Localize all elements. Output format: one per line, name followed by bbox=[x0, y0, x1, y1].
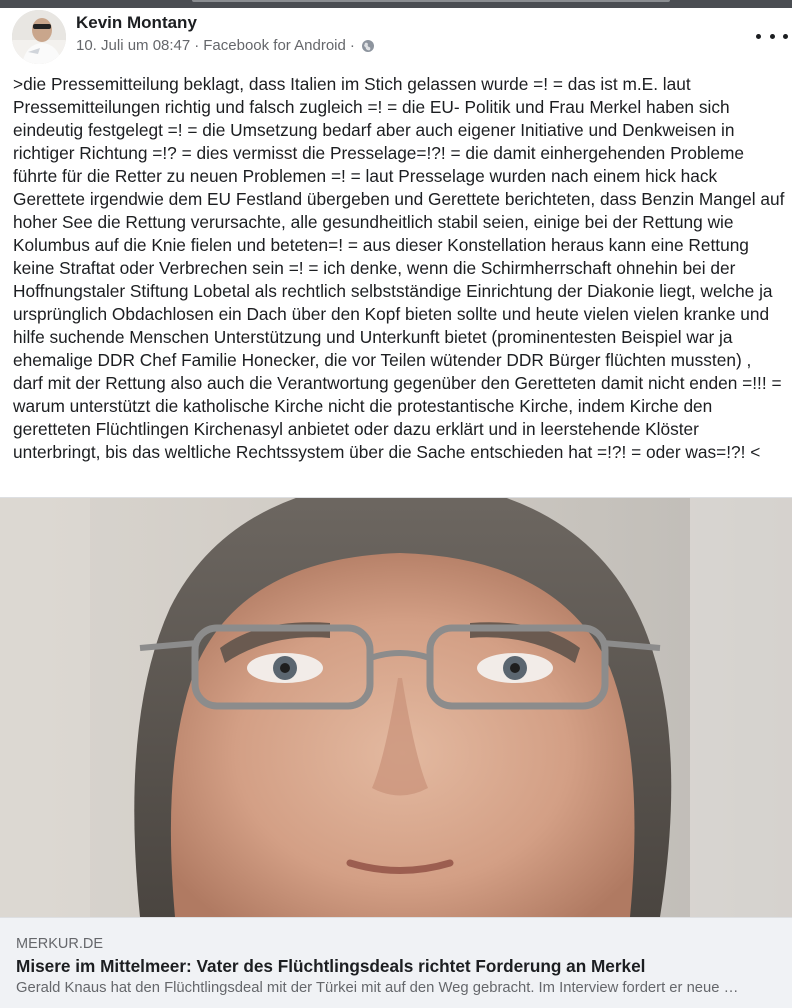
more-dot-icon bbox=[756, 34, 761, 39]
author-name[interactable]: Kevin Montany bbox=[76, 13, 197, 32]
link-preview[interactable] bbox=[0, 917, 792, 1008]
more-dot-icon bbox=[770, 34, 775, 39]
meta-separator: · bbox=[194, 37, 200, 54]
portrait-photo bbox=[0, 498, 792, 917]
globe-icon[interactable] bbox=[361, 39, 375, 53]
post-timestamp[interactable]: 10. Juli um 08:47 bbox=[76, 37, 191, 54]
avatar[interactable] bbox=[12, 10, 66, 64]
avatar-photo bbox=[12, 10, 66, 64]
more-options-icon[interactable] bbox=[756, 26, 788, 46]
link-domain: MERKUR.DE bbox=[16, 936, 104, 952]
more-dot-icon bbox=[783, 34, 788, 39]
link-description: Gerald Knaus hat den Flüchtlingsdeal mit der Türkei mit auf den Weg gebracht. Im Interview fordert er neue … bbox=[16, 980, 739, 996]
post-header bbox=[0, 8, 792, 72]
meta-separator-2: · bbox=[349, 37, 355, 54]
post-meta bbox=[76, 37, 375, 54]
link-preview-image[interactable] bbox=[0, 498, 792, 917]
address-field[interactable] bbox=[192, 0, 670, 2]
link-headline[interactable]: Misere im Mittelmeer: Vater des Flüchtlingsdeals richtet Forderung an Merkel bbox=[16, 956, 646, 976]
post-source: Facebook for Android bbox=[203, 37, 346, 54]
browser-top-bar bbox=[0, 0, 792, 8]
post-text: >die Pressemitteilung beklagt, dass Italien im Stich gelassen wurde =! = das ist m.E. laut Pressemitteilungen richtig und falsch zugleich =! = die EU- Politik und Frau Merkel haben sich eindeutig festgelegt =! = die Umsetzung bedarf aber auch eigener Initiative und Denkweisen in richtiger Richtung =!? = dies vermisst die Presselage=!?! = die damit einhergehenden Probleme führte für die Retter zu neuen Problemen =! = laut Presselage wurden nach einem hick hack Gerettete irgendwie dem EU Festland übergeben und Gerettete berichteten, dass Benzin Mangel auf hoher See die Rettung verursachte, alle gesundheitlich stabil seien, einige bei der Rettung wie Kolumbus auf die Knie fielen und beteten=! = aus dieser Konstellation heraus kann eine Rettung keine Straftat oder Verbrechen sein =! = ich denke, wenn die Schirmherrschaft ohnehin bei der Hoffnungstaler Stiftung Lobetal als rechtlich selbstständige Einrichtung der Diakonie liegt, welche ja ursprünglich Obdachlosen ein Dach über den Kopf bieten sollte und heute vielen vielen kranke und hilfe suchende Menschen Unterstützung und Unterkunft bietet (prominentesten Beispiel war ja ehemalige DDR Chef Familie Honecker, die vor Teilen wütender DDR Bürger flüchten mussten) , darf mit der Rettung also auch die Verantwortung gegenüber den Geretteten damit nicht enden =!!! = warum unterstützt die katholische Kirche nicht die protestantische Kirche, indem Kirche den geretteten Flüchtlingen Kirchenasyl anbietet oder dazu erklärt und in leerstehende Klöster unterbringt, bis das weltliche Rechtssystem über die Sache entschieden hat =!?! = oder was=!?! < bbox=[13, 74, 785, 462]
